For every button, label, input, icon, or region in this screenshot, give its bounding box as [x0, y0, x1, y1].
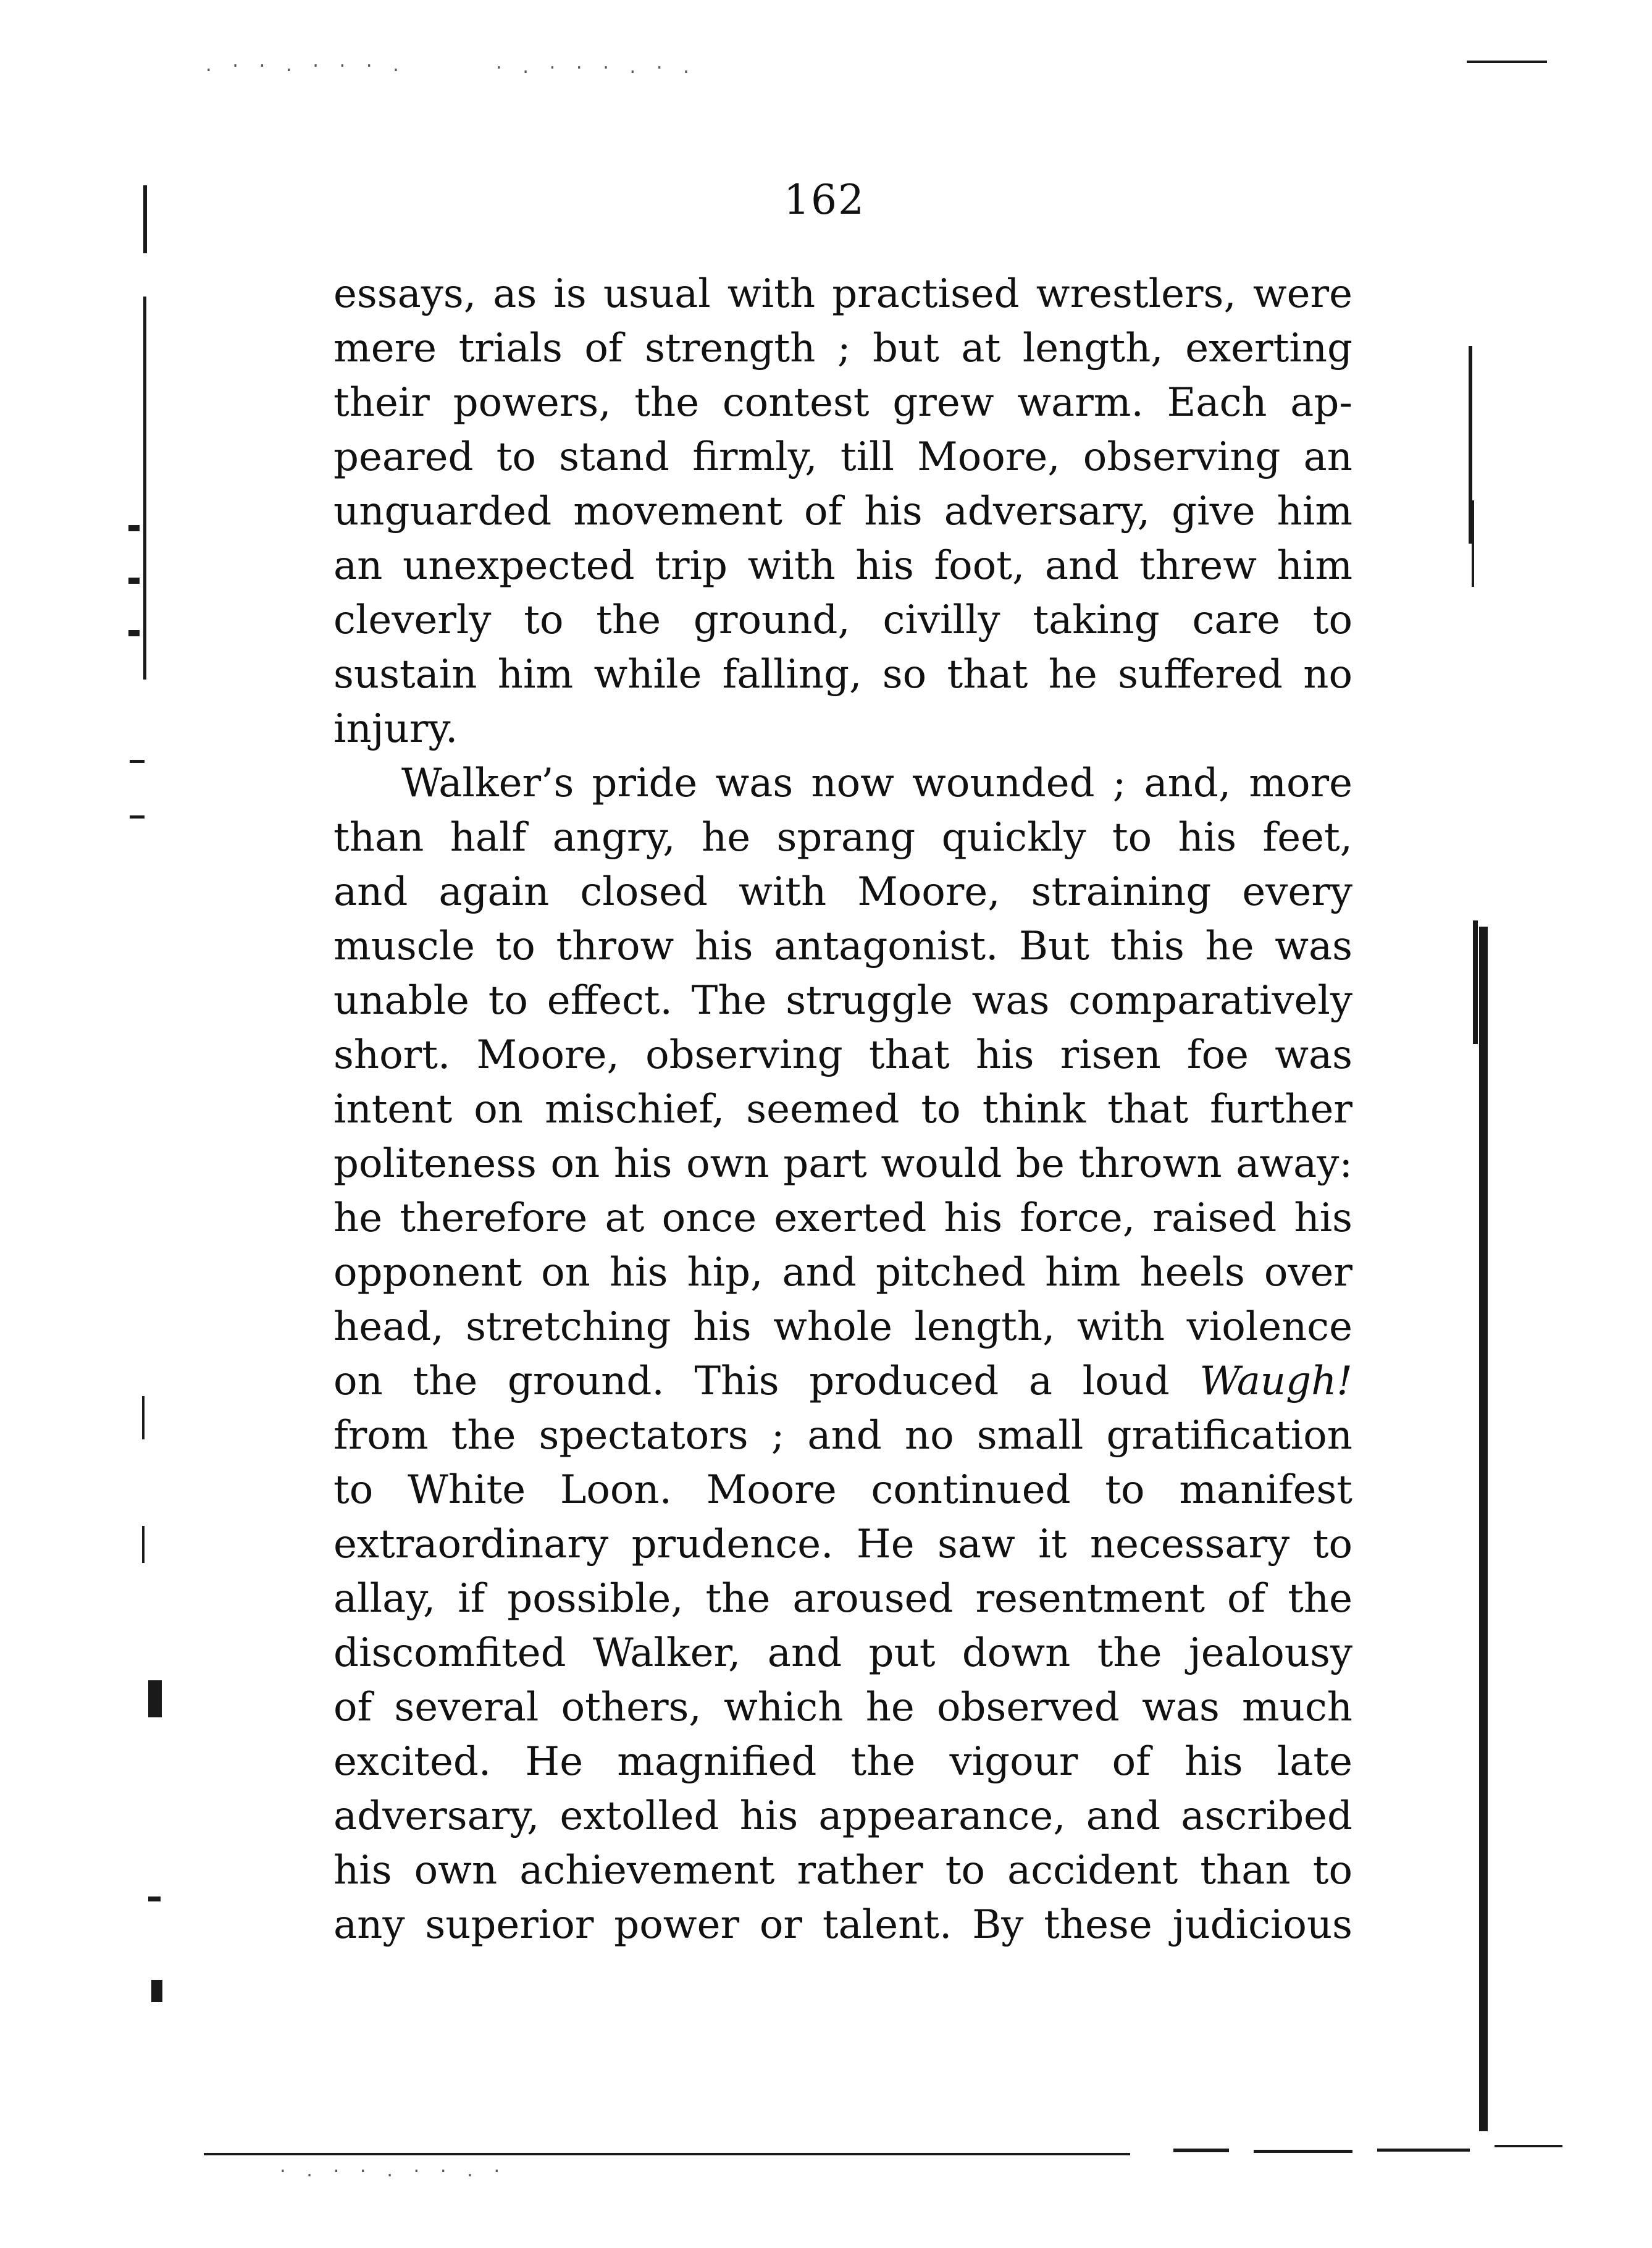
text-line: and again closed with Moore, straining every	[333, 869, 1352, 915]
text-line: unable to effect. The struggle was comparatively	[333, 978, 1352, 1024]
scan-mark	[148, 1896, 161, 1901]
text-line: head, stretching his whole length, with violence	[333, 1304, 1352, 1350]
scan-mark	[1173, 2149, 1229, 2152]
text-line: intent on mischief, seemed to think that further	[333, 1087, 1352, 1132]
scan-mark	[143, 297, 146, 680]
text-line: cleverly to the ground, civilly taking care to	[333, 597, 1352, 643]
scan-mark	[1473, 920, 1478, 1044]
text-line: their powers, the contest grew warm. Each ap-	[333, 380, 1352, 426]
text-line: injury.	[333, 706, 458, 752]
text-line-start: on the ground. This produced a loud	[333, 1358, 1200, 1404]
text-line: adversary, extolled his appearance, and ascribed	[333, 1793, 1352, 1839]
scan-mark	[128, 630, 140, 636]
text-line: essays, as is usual with practised wrestlers, were	[333, 271, 1352, 317]
scan-mark	[148, 1680, 162, 1717]
scan-mark	[151, 1980, 162, 2002]
text-line: sustain him while falling, so that he suffered no	[333, 652, 1352, 697]
text-line: from the spectators ; and no small gratification	[333, 1413, 1352, 1459]
body-text	[333, 267, 1352, 1952]
text-line: excited. He magnified the vigour of his late	[333, 1739, 1352, 1785]
text-line: short. Moore, observing that his risen foe was	[333, 1032, 1352, 1078]
text-line: politeness on his own part would be thrown away:	[333, 1141, 1352, 1187]
scan-mark	[1467, 61, 1547, 63]
scan-mark	[1377, 2149, 1470, 2152]
text-line: allay, if possible, the aroused resentment of the	[333, 1576, 1352, 1622]
scan-mark	[142, 1526, 145, 1563]
text-line: Walker’s pride was now wounded ; and, more	[401, 760, 1352, 806]
scan-mark	[143, 185, 147, 253]
scan-mark	[130, 760, 145, 763]
text-line: than half angry, he sprang quickly to his feet,	[333, 815, 1352, 861]
scan-mark	[128, 578, 140, 584]
scan-mark	[142, 1396, 145, 1439]
scan-mark	[1479, 927, 1488, 2131]
scan-mark	[204, 2153, 1130, 2155]
italic-exclamation: Waugh!	[1199, 1358, 1352, 1404]
text-line: extraordinary prudence. He saw it necessary to	[333, 1522, 1352, 1567]
text-line: unguarded movement of his adversary, give him	[333, 489, 1352, 534]
scan-mark	[1472, 500, 1474, 587]
text-line: of several others, which he observed was much	[333, 1685, 1352, 1730]
text-line: any superior power or talent. By these judicious	[333, 1902, 1352, 1948]
text-line: discomfited Walker, and put down the jealousy	[333, 1630, 1352, 1676]
text-line: to White Loon. Moore continued to manifest	[333, 1467, 1352, 1513]
text-line: peared to stand firmly, till Moore, observing an	[333, 434, 1352, 480]
text-line: he therefore at once exerted his force, raised his	[333, 1195, 1352, 1241]
text-line-with-italic	[333, 1354, 1352, 1408]
text-line: opponent on his hip, and pitched him heels over	[333, 1250, 1352, 1295]
scan-speckle: . · · . · · · .	[204, 57, 405, 75]
page-number: 162	[784, 176, 865, 224]
text-line: muscle to throw his antagonist. But this he was	[333, 924, 1352, 969]
text-line: an unexpected trip with his foot, and threw him	[333, 543, 1352, 589]
scan-speckle: · . · · · . · .	[494, 59, 695, 77]
text-line: mere trials of strength ; but at length, exerting	[333, 326, 1352, 371]
text-line: his own achievement rather to accident than to	[333, 1848, 1352, 1893]
scan-mark	[1254, 2150, 1352, 2153]
scan-mark	[130, 815, 145, 819]
scan-mark	[1495, 2145, 1562, 2147]
scan-mark	[128, 525, 140, 531]
scan-speckle: · . · · . · · . ·	[278, 2162, 506, 2181]
